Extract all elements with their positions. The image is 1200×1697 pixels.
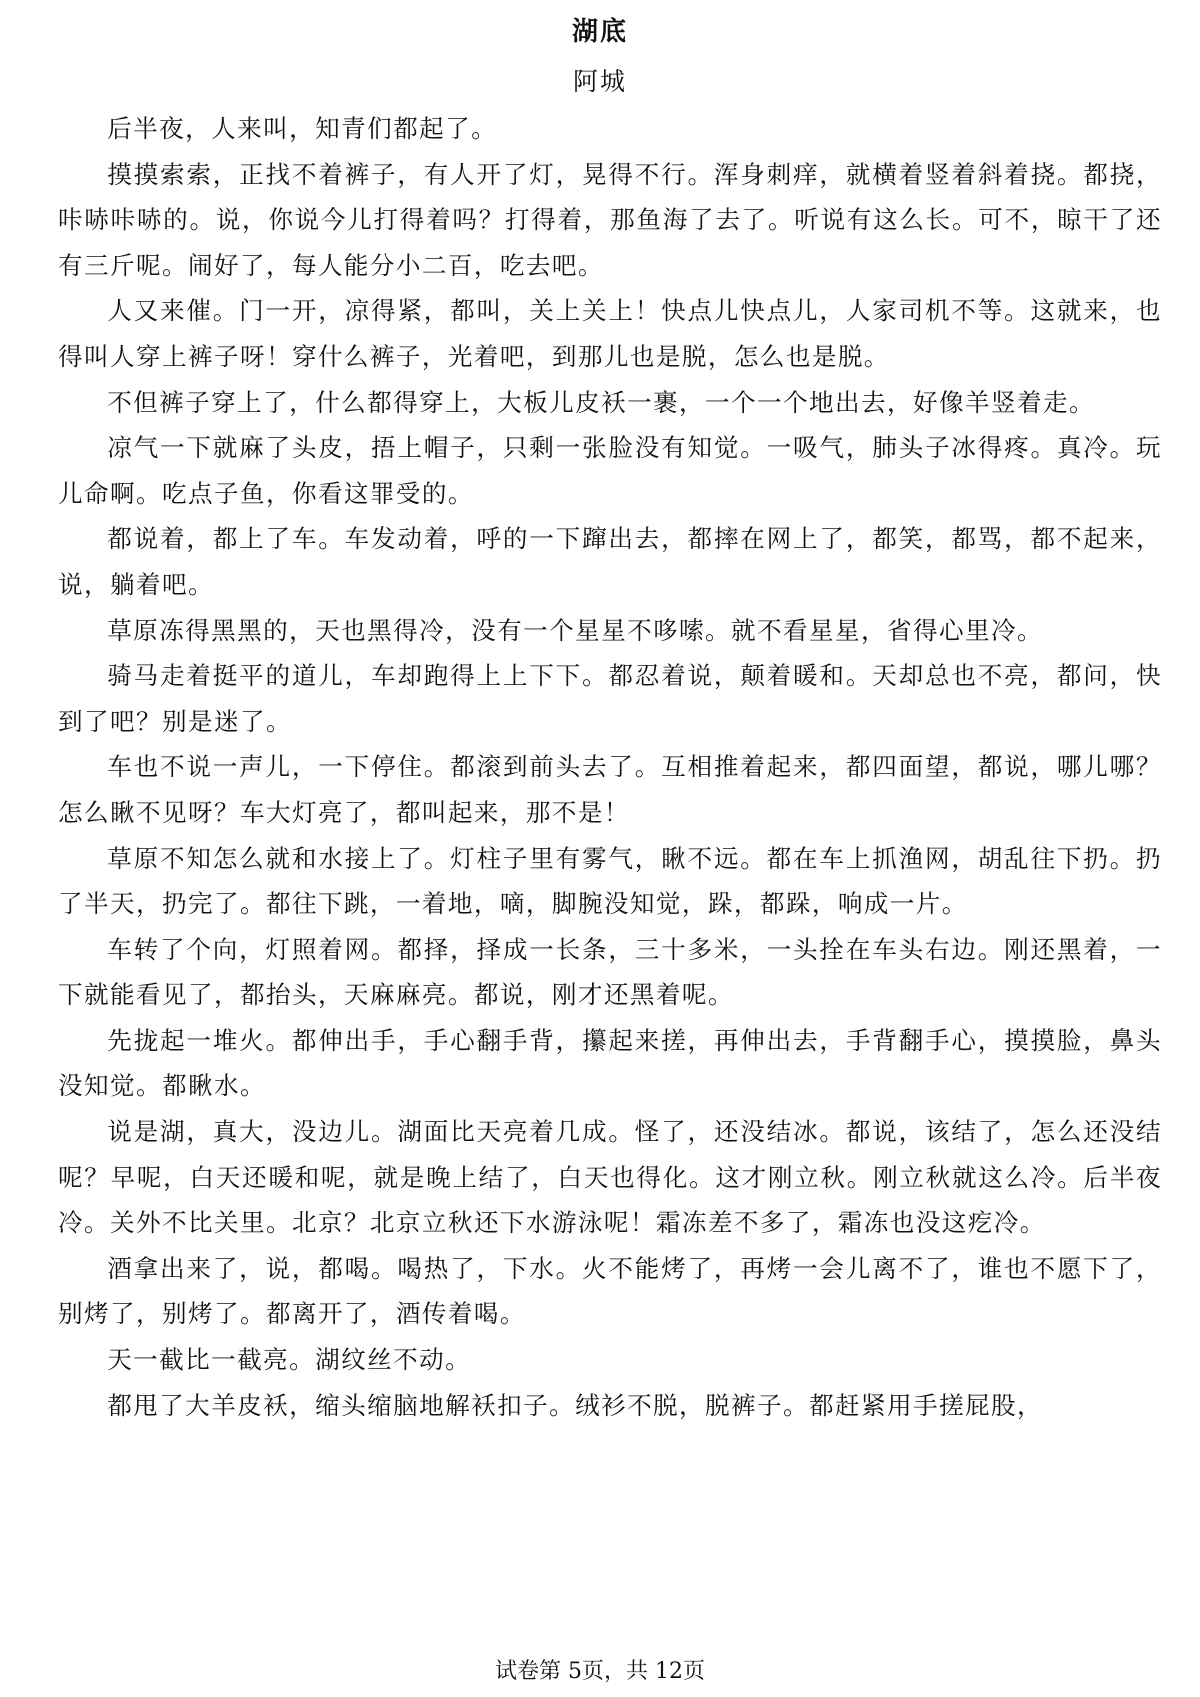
article-body [58,106,1162,1428]
paragraph: 车也不说一声儿，一下停住。都滚到前头去了。互相推着起来，都四面望，都说，哪儿哪？怎么瞅不见呀？车大灯亮了，都叫起来，那不是！ [58,752,1162,827]
paragraph: 不但裤子穿上了，什么都得穿上，大板儿皮袄一裹，一个一个地出去，好像羊竖着走。 [107,387,1095,417]
article-author: 阿城 [572,67,627,96]
paragraph: 说是湖，真大，没边儿。湖面比天亮着几成。怪了，还没结冰。都说，该结了，怎么还没结呢？早呢，白天还暖和呢，就是晚上结了，白天也得化。这才刚立秋。刚立秋就这么冷。后半夜冷。关外不比关里。北京？北京立秋还下水游泳呢！霜冻差不多了，霜冻也没这疙冷。 [58,1117,1162,1238]
paragraph: 酒拿出来了，说，都喝。喝热了，下水。火不能烤了，再烤一会儿离不了，谁也不愿下了，别烤了，别烤了。都离开了，酒传着喝。 [58,1253,1162,1329]
paragraph: 后半夜，人来叫，知青们都起了。 [107,114,498,143]
paragraph: 都甩了大羊皮袄，缩头缩脑地解袄扣子。绒衫不脱，脱裤子。都赶紧用手搓屁股， [107,1390,1043,1420]
paragraph: 车转了个向，灯照着网。都择，择成一长条，三十多米，一头拴在车头右边。刚还黑着，一下就能看见了，都抬头，天麻麻亮。都说，刚才还黑着呢。 [58,934,1162,1010]
paragraph: 摸摸索索，正找不着裤子，有人开了灯，晃得不行。浑身刺痒，就横着竖着斜着挠。都挠，咔哧咔哧的。说，你说今儿打得着吗？打得着，那鱼海了去了。听说有这么长。可不，晾干了还有三斤呢。闹好了，每人能分小二百，吃去吧。 [58,159,1162,280]
paragraph: 天一截比一截亮。湖纹丝不动。 [107,1345,472,1375]
paragraph: 都说着，都上了车。车发动着，呼的一下蹿出去，都摔在网上了，都笑，都骂，都不起来，说，躺着吧。 [58,524,1162,599]
paragraph: 骑马走着挺平的道儿，车却跑得上上下下。都忍着说，颠着暖和。天却总也不亮，都问，快到了吧？别是迷了。 [58,661,1162,736]
paragraph: 草原冻得黑黑的，天也黑得冷，没有一个星星不哆嗦。就不看星星，省得心里冷。 [107,615,1043,645]
paragraph: 凉气一下就麻了头皮，捂上帽子，只剩一张脸没有知觉。一吸气，肺头子冰得疼。真冷。玩儿命啊。吃点子鱼，你看这罪受的。 [58,433,1162,508]
paragraph: 草原不知怎么就和水接上了。灯柱子里有雾气，瞅不远。都在车上抓渔网，胡乱往下扔。扔了半天，扔完了。都往下跳，一着地，嘀，脚腕没知觉，跺，都跺，响成一片。 [58,843,1162,919]
page-footer: 试卷第 5页，共 12页 [495,1659,705,1684]
paragraph: 人又来催。门一开，凉得紧，都叫，关上关上！快点儿快点儿，人家司机不等。这就来，也得叫人穿上裤子呀！穿什么裤子，光着吧，到那儿也是脱，怎么也是脱。 [58,296,1162,371]
paragraph: 先拢起一堆火。都伸出手，手心翻手背，攥起来搓，再伸出去，手背翻手心，摸摸脸，鼻头没知觉。都瞅水。 [58,1025,1162,1101]
article-title: 湖底 [571,17,628,47]
